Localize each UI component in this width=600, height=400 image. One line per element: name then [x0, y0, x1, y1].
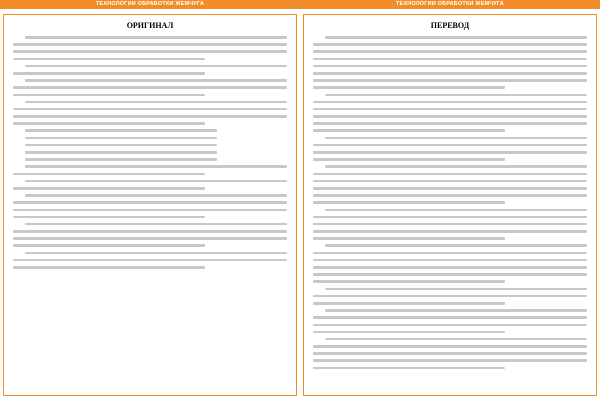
translation-text-line [325, 209, 587, 212]
original-text-line [13, 244, 205, 247]
original-text-line [13, 230, 287, 233]
original-column [3, 14, 297, 396]
original-text-line [25, 158, 217, 161]
original-paragraph [13, 194, 287, 218]
original-text-line [25, 65, 287, 68]
original-text-line [25, 129, 217, 132]
original-text-line [13, 173, 205, 176]
original-text-line [25, 252, 287, 255]
translation-text-line [313, 187, 587, 190]
original-text-line [25, 180, 287, 183]
translation-text-line [313, 201, 505, 204]
translation-body [313, 36, 587, 369]
translation-text-line [325, 244, 587, 247]
original-text-line [13, 209, 287, 212]
translation-text-line [325, 165, 587, 168]
translation-text-line [313, 173, 587, 176]
translation-text-line [313, 280, 505, 283]
original-text-line [13, 43, 287, 46]
original-body [13, 36, 287, 269]
translation-text-line [313, 115, 587, 118]
original-text-line [13, 266, 205, 269]
translation-text-line [313, 43, 587, 46]
translation-paragraph [313, 244, 587, 283]
translation-paragraph [313, 338, 587, 369]
translation-text-line [313, 144, 587, 147]
translation-column [303, 14, 597, 396]
translation-text-line [313, 259, 587, 262]
header-banner-right: ТЕХНОЛОГИИ ОБРАБОТКИ ЖЕМЧУГА [300, 0, 600, 9]
translation-text-line [313, 345, 587, 348]
translation-paragraph [313, 165, 587, 204]
original-text-line [13, 122, 205, 125]
translation-paragraph [313, 36, 587, 89]
original-text-line [25, 36, 287, 39]
translation-text-line [313, 151, 587, 154]
translation-text-line [313, 108, 587, 111]
original-text-line [13, 115, 287, 118]
original-text-line [13, 108, 287, 111]
translation-text-line [313, 295, 587, 298]
original-paragraph [13, 144, 287, 147]
original-text-line [13, 259, 287, 262]
translation-text-line [313, 86, 505, 89]
translation-text-line [313, 58, 587, 61]
original-text-line [13, 201, 287, 204]
translation-text-line [313, 122, 587, 125]
original-text-line [13, 94, 205, 97]
translation-text-line [313, 252, 587, 255]
original-paragraph [13, 252, 287, 269]
translation-text-line [313, 237, 505, 240]
original-text-line [25, 151, 217, 154]
original-text-line [25, 101, 287, 104]
translation-text-line [313, 359, 587, 362]
original-paragraph [13, 158, 287, 161]
translation-text-line [313, 273, 587, 276]
translation-text-line [313, 331, 505, 334]
original-text-line [25, 79, 287, 82]
original-paragraph [13, 79, 287, 96]
translation-paragraph [313, 94, 587, 133]
original-text-line [13, 86, 287, 89]
original-text-line [13, 72, 205, 75]
original-title: ОРИГИНАЛ [126, 21, 174, 30]
translation-text-line [313, 129, 505, 132]
translation-text-line [313, 352, 587, 355]
original-text-line [13, 216, 205, 219]
original-text-line [25, 194, 287, 197]
original-paragraph [13, 151, 287, 154]
translation-text-line [313, 50, 587, 53]
translation-text-line [313, 324, 587, 327]
original-paragraph [13, 36, 287, 60]
translation-paragraph [313, 137, 587, 161]
translation-paragraph [313, 288, 587, 305]
translation-text-line [313, 230, 587, 233]
translation-text-line [325, 36, 587, 39]
original-text-line [13, 58, 205, 61]
translation-text-line [313, 316, 587, 319]
translation-text-line [313, 194, 587, 197]
translation-text-line [313, 79, 587, 82]
translation-text-line [313, 65, 587, 68]
translation-text-line [325, 94, 587, 97]
original-text-line [13, 237, 287, 240]
original-paragraph [13, 101, 287, 125]
translation-text-line [313, 367, 505, 370]
translation-text-line [325, 288, 587, 291]
translation-text-line [313, 266, 587, 269]
translation-title: ПЕРЕВОД [430, 21, 470, 30]
original-text-line [13, 50, 287, 53]
original-text-line [25, 165, 287, 168]
original-paragraph [13, 129, 287, 132]
translation-text-line [313, 180, 587, 183]
translation-text-line [313, 101, 587, 104]
translation-text-line [313, 223, 587, 226]
original-paragraph [13, 165, 287, 175]
translation-text-line [313, 216, 587, 219]
original-text-line [25, 137, 217, 140]
translation-text-line [313, 72, 587, 75]
translation-paragraph [313, 209, 587, 240]
translation-text-line [313, 158, 505, 161]
translation-text-line [325, 137, 587, 140]
header-banner-left: ТЕХНОЛОГИИ ОБРАБОТКИ ЖЕМЧУГА [0, 0, 300, 9]
original-paragraph [13, 137, 287, 140]
original-text-line [25, 223, 287, 226]
original-paragraph [13, 223, 287, 247]
translation-text-line [325, 309, 587, 312]
translation-text-line [313, 302, 505, 305]
translation-paragraph [313, 309, 587, 333]
original-text-line [25, 144, 217, 147]
original-paragraph [13, 180, 287, 190]
original-text-line [13, 187, 205, 190]
translation-text-line [325, 338, 587, 341]
original-paragraph [13, 65, 287, 75]
